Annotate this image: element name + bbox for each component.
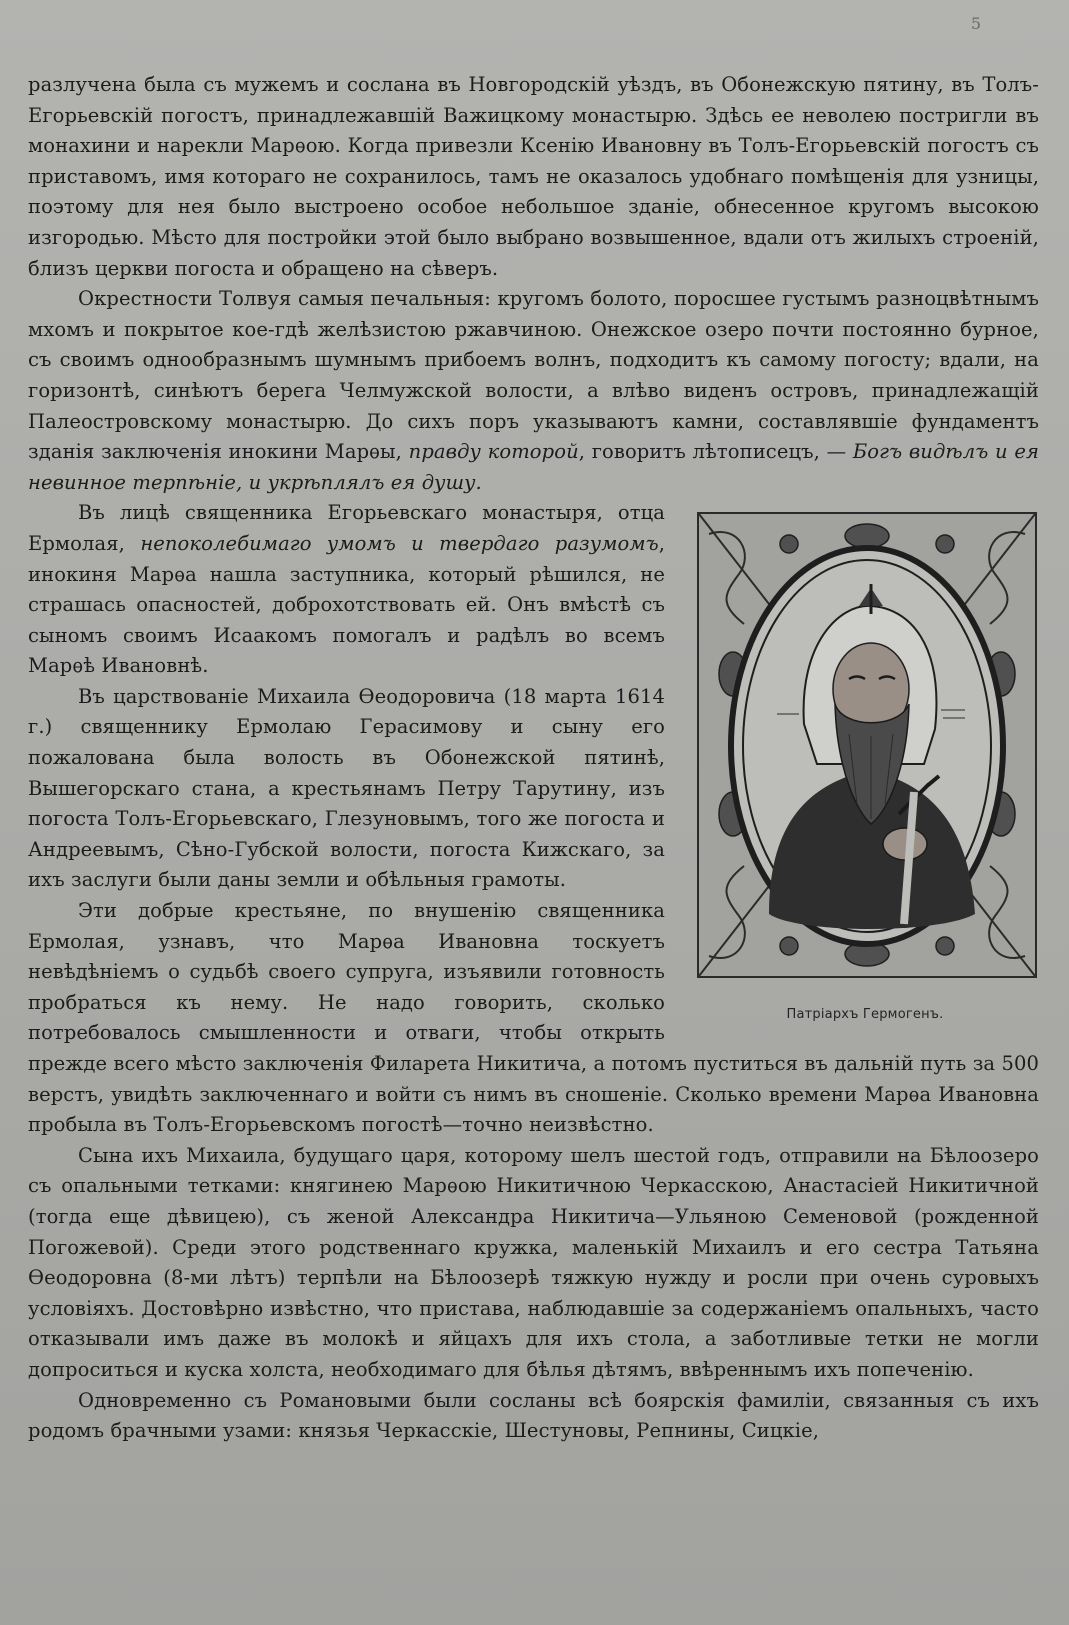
body-text	[28, 70, 1039, 1447]
patriarch-portrait-engraving	[697, 512, 1037, 978]
paragraph-7: Одновременно съ Романовыми были сосланы всѣ боярскiя фамилiи, связанныя съ ихъ родомъ брачными узами: князья Черкасскiе, Шестуновы, Репнины, Сицкiе,	[28, 1388, 1039, 1443]
portrait-illustration	[699, 514, 1035, 976]
italic-quote: Богъ видѣлъ и ея невинное терпѣнiе, и укрѣплялъ ея душу.	[28, 440, 1039, 494]
figure-caption: Патрiархъ Гермогенъ.	[786, 1007, 944, 1023]
italic-quote: правду которой	[408, 440, 579, 464]
portrait-figure	[691, 512, 1039, 1031]
italic-quote: непоколебимаго умомъ и твердаго разумомъ	[140, 531, 659, 555]
paragraph-2: Окрестности Толвуя самыя печальныя: кругомъ болото, поросшее густымъ разноцвѣтнымъ мхомъ и покрытое кое-гдѣ желѣзистою ржавчиною. Онежское озеро почти постоянно бурное, съ своимъ однообразнымъ шумнымъ прибоемъ волнъ, подходитъ къ самому погосту; вдали, на горизонтѣ, синѣютъ берега Челмужской волости, а влѣво виденъ островъ, принадлежащiй Палеостровскому монастырю. До сихъ поръ указываютъ камни, составлявшiе фундаментъ зданiя заключенiя инокини Марѳы, правду которой, говоритъ лѣтописецъ, — Богъ видѣлъ и ея невинное терпѣнiе, и укрѣплялъ ея душу.	[28, 287, 1039, 494]
paragraph-4: Въ царствованiе Михаила Ѳеодоровича (18 марта 1614 г.) священнику Ермолаю Герасимову и сыну его пожалована была волость въ Обонежской пятинѣ, Вышегорскаго стана, а крестьянамъ Петру Тарутину, изъ погоста Толъ-Егорьевскаго, Глезуновымъ, того же погоста и Андреевымъ, Сѣно-Губской волости, погоста Кижскаго, за ихъ заслуги были даны земли и обѣльныя грамоты.	[28, 684, 665, 892]
paragraph-6: Сына ихъ Михаила, будущаго царя, которому шелъ шестой годъ, отправили на Бѣлоозеро съ опальными тетками: княгинею Марѳою Никитичною Черкасскою, Анастасiей Никитичной (тогда еще дѣвицею), съ женой Александра Никитича—Ульяною Семеновой (рожденной Погожевой). Среди этого родственнаго кружка, маленькiй Михаилъ и его сестра Татьяна Ѳеодоровна (8-ми лѣтъ) терпѣли на Бѣлоозерѣ тяжкую нужду и росли при очень суровыхъ условiяхъ. Достовѣрно извѣстно, что пристава, наблюдавшiе за содержанiемъ опальныхъ, часто отказывали имъ даже въ молокѣ и яйцахъ для ихъ стола, а заботливые тетки не могли допроситься и куска холста, необходимаго для бѣлья дѣтямъ, ввѣреннымъ ихъ попеченiю.	[28, 1143, 1039, 1381]
page-number: 5	[970, 14, 981, 33]
paragraph-1: разлучена была съ мужемъ и сослана въ Новгородскiй уѣздъ, въ Обонежскую пятину, въ Толъ-Егорьевскiй погостъ, принадлежавшiй Важицкому монастырю. Здѣсь ее неволею постригли въ монахини и нарекли Марѳою. Когда привезли Ксенiю Ивановну въ Толъ-Егорьевскiй погостъ съ приставомъ, имя котораго не сохранилось, тамъ не оказалось удобнаго помѣщенiя для узницы, поэтому для нея было выстроено особое небольшое зданiе, обнесенное кругомъ высокою изгородью. Мѣсто для постройки этой было выбрано возвышенное, вдали отъ жилыхъ строенiй, близъ церкви погоста и обращено на сѣверъ.	[28, 73, 1039, 280]
paragraph-5: Эти добрые крестьяне, по внушенiю священника Ермолая, узнавъ, что Марѳа Ивановна тоскуетъ невѣдѣнiемъ о судьбѣ своего супруга, изъявили готовность пробраться къ нему. Не надо говорить, сколько потребовалось смышленности и отваги, чтобы открыть прежде всего мѣсто заключенiя Филарета Никитича, а потомъ пуститься въ дальнiй путь за 500 верстъ, увидѣть заключеннаго и войти съ нимъ въ сношенiе. Сколько времени Марѳа Ивановна пробыла въ Толъ-Егорьевскомъ погостѣ—точно неизвѣстно.	[28, 899, 1039, 1137]
paragraph-3: Въ лицѣ священника Егорьевскаго монастыря, отца Ермолая, непоколебимаго умомъ и твердаго разумомъ, инокиня Марѳа нашла заступника, который рѣшился, не страшась опасностей, доброхотствовать ей. Онъ вмѣстѣ съ сыномъ своимъ Исаакомъ помогалъ и радѣлъ во всемъ Марѳѣ Ивановнѣ.	[28, 501, 665, 678]
